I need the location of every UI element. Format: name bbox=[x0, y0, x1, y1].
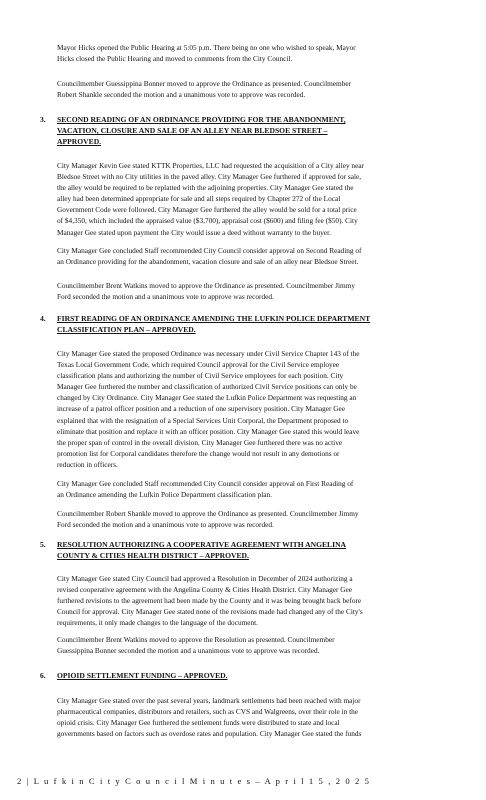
section-5-paragraph-1: City Manager Gee stated City Council had approved a Resolution in December of 2024 authorizing a revised cooperative agreement with the Angelina County & Cities Health District. City Manager Gee furthered revisions to the agreement had been made by the County and it was being brought back before Council for approval. City Manager Gee stated none of the revisions made had changed any of the City's requirements, it only made changes to the language of the document. bbox=[57, 574, 363, 628]
section-3-motion: Councilmember Brent Watkins moved to approve the Ordinance as presented. Councilmember Jimmy Ford seconded the motion and a unanimous vote to approve was recorded. bbox=[57, 281, 355, 302]
section-6-number: 6. bbox=[40, 671, 46, 680]
section-4-paragraph-2: City Manager Gee concluded Staff recommended City Council consider approval on First Reading of an Ordinance amending the Lufkin Police Department classification plan. bbox=[57, 479, 354, 500]
page-footer: 2 | L u f k i n C i t y C o u n c i l M i n u t e s – A p r i l 1 5 , 2 0 2 5 bbox=[17, 776, 371, 786]
section-6-heading: OPIOID SETTLEMENT FUNDING – APPROVED. bbox=[57, 671, 228, 680]
section-3-number: 3. bbox=[40, 115, 46, 124]
section-3-paragraph-1: City Manager Kevin Gee stated KTTK Properties, LLC had requested the acquisition of a City alley near Bledsoe Street with no City utilities in the paved alley. City Manager Gee furthered if approved for sale, the alley would be required to be replatted with the adjoining properties. City Manager Gee stated the alley had been determined appropriate for sale and all steps required by Chapter 272 of the Local Government Code were followed. City Manager Gee furthered the alley would be sold for a total price of $4,350, which included the appraised value ($3,700), appraisal cost ($600) and filing fee ($50). City Manager Gee stated upon payment the City would issue a deed without warranty to the buyer. bbox=[57, 161, 364, 237]
section-3-paragraph-2: City Manager Gee concluded Staff recommended City Council consider approval on Second Reading of an Ordinance providing for the abandonment, vacation closure and sale of an alley near Bledsoe Street. bbox=[57, 246, 362, 267]
section-4-heading: FIRST READING OF AN ORDINANCE AMENDING THE LUFKIN POLICE DEPARTMENT CLASSIFICATION PLAN – APPROVED. bbox=[57, 314, 371, 335]
section-4-motion: Councilmember Robert Shankle moved to approve the Ordinance as presented. Councilmember Jimmy Ford seconded the motion and a unanimous vote to approve was recorded. bbox=[57, 509, 359, 530]
public-hearing-paragraph: Mayor Hicks opened the Public Hearing at 5:05 p.m. There being no one who wished to speak, Mayor Hicks closed the Public Hearing and moved to comments from the City Council. bbox=[57, 43, 356, 64]
section-6-paragraph-1: City Manager Gee stated over the past several years, landmark settlements had been reached with major pharmaceutical companies, distributors and retailers, such as CVS and Walgreens, over their role in the opioid crisis. City Manager Gee furthered the settlement funds were distributed to state and local governments based on factors such as overdose rates and population. City Manager Gee stated the funds bbox=[57, 696, 362, 739]
section-4-paragraph-1: City Manager Gee stated the proposed Ordinance was necessary under Civil Service Chapter 143 of the Texas Local Government Code, which required Council approval for the Civil Service employee classification plans and authorizing the number of Civil Service employees for each position. City Manager Gee furthered the number and classification of authorized Civil Service positions can only be changed by City Ordinance. City Manager Gee stated the Lufkin Police Department was requesting an increase of a patrol officer position and a reduction of one supervisory position. City Manager Gee explained that with the resignation of a Special Services Unit Corporal, the Department proposed to eliminate that position and replace it with an officer position. City Manager Gee stated this would leave the proper span of control in the overall division. City Manager Gee furthered there was no active promotion list for Corporal candidates therefore the change would not result in any demotions or reduction in officers. bbox=[57, 349, 360, 469]
section-5-heading: RESOLUTION AUTHORIZING A COOPERATIVE AGREEMENT WITH ANGELINA COUNTY & CITIES HEALTH DISTRICT – APPROVED. bbox=[57, 540, 347, 561]
intro-motion-paragraph: Councilmember Guessippina Bonner moved to approve the Ordinance as presented. Councilmember Robert Shankle seconded the motion and a unanimous vote to approve was recorded. bbox=[57, 79, 352, 100]
section-5-number: 5. bbox=[40, 540, 46, 549]
section-4-number: 4. bbox=[40, 314, 46, 323]
section-5-motion: Councilmember Brent Watkins moved to approve the Resolution as presented. Councilmember Guessippina Bonner seconded the motion and a unanimous vote to approve was recorded. bbox=[57, 635, 335, 656]
section-3-heading: SECOND READING OF AN ORDINANCE PROVIDING FOR THE ABANDONMENT, VACATION, CLOSURE AND SALE OF AN ALLEY NEAR BLEDSOE STREET – APPROVED. bbox=[57, 115, 346, 147]
